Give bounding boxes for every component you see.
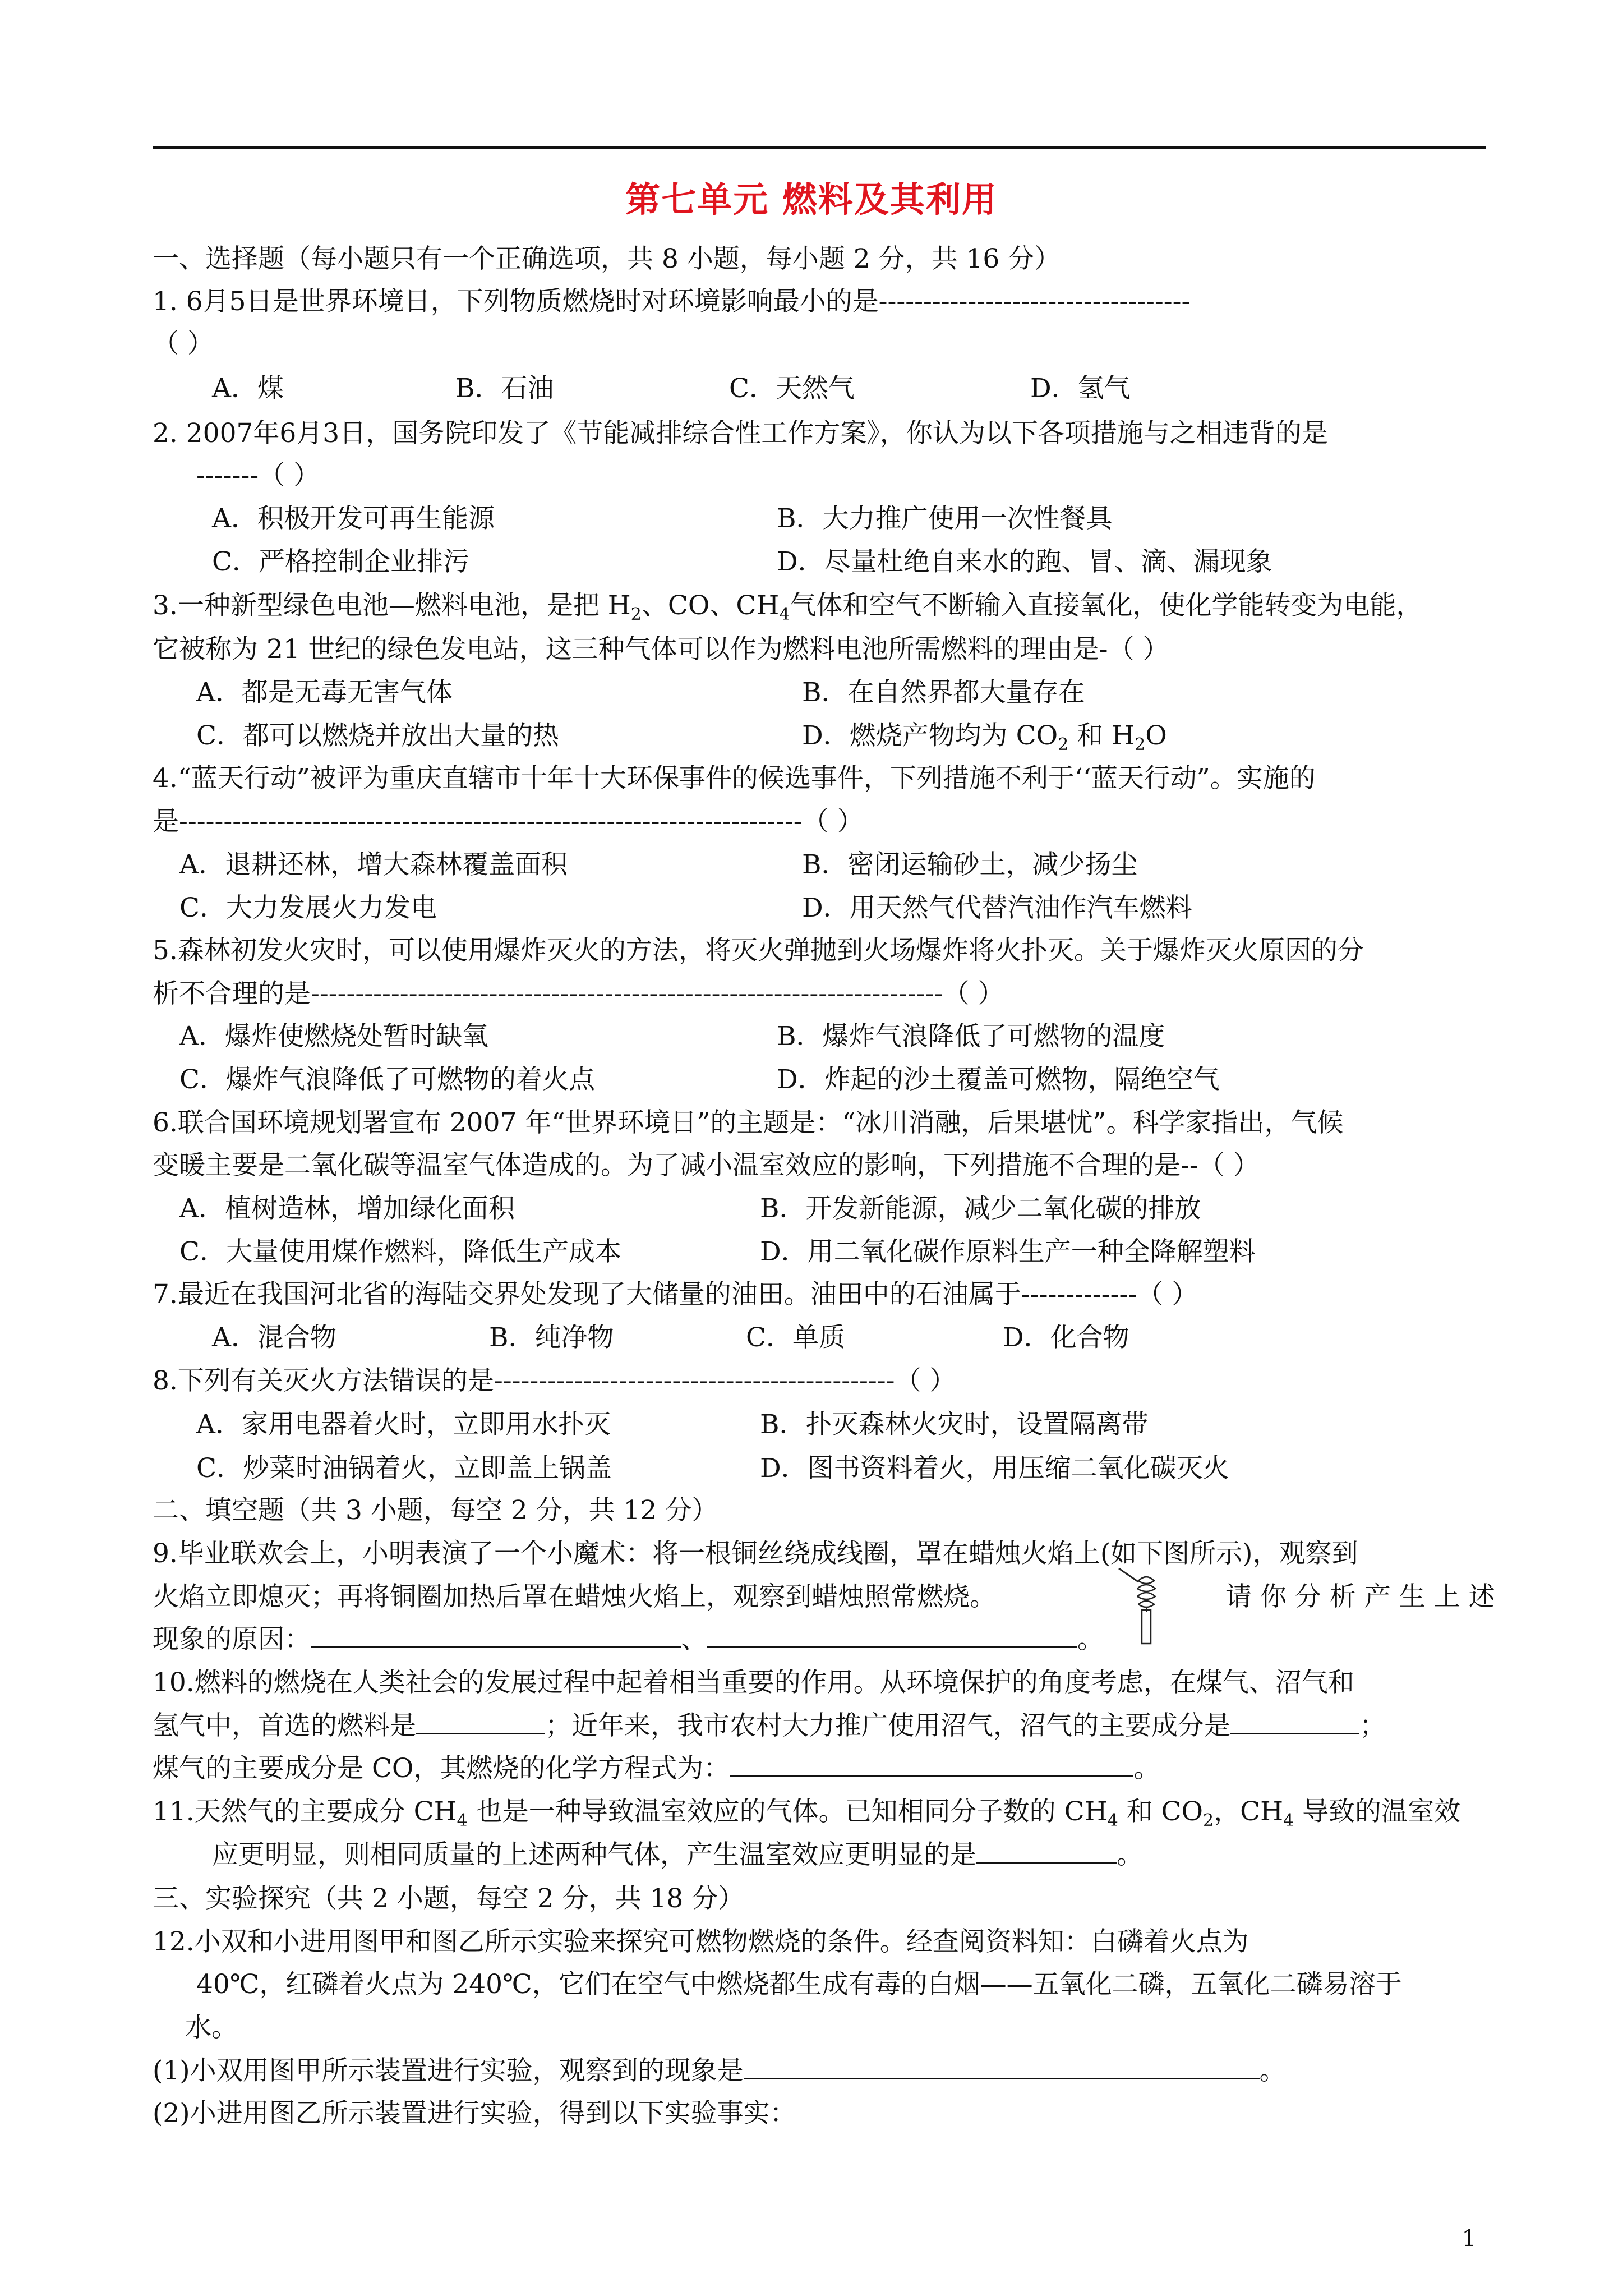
q5-option-b: B．爆炸气浪降低了可燃物的温度 (777, 1021, 1165, 1052)
q6-option-d: D．用二氧化碳作原料生产一种全降解塑料 (760, 1236, 1256, 1267)
copper-coil-candle-figure (1116, 1558, 1166, 1648)
section-heading-experiment: 三、实验探究（共 2 小题，每空 2 分，共 18 分） (153, 1883, 745, 1914)
q12-line1: 12.小双和小进用图甲和图乙所示实验来探究可燃物燃烧的条件。经查阅资料知：白磷着火点为 (153, 1926, 1249, 1957)
section-heading-choice: 一、选择题（每小题只有一个正确选项，共 8 小题，每小题 2 分，共 16 分） (153, 243, 1061, 274)
q6-stem: 6.联合国环境规划署宣布 2007 年“世界环境日”的主题是：“冰川消融，后果堪忧”。科学家指出，气候 (153, 1107, 1344, 1138)
q2-option-d: D．尽量杜绝自来水的跑、冒、滴、漏现象 (777, 546, 1272, 577)
q7-option-a: A．混合物 (212, 1322, 336, 1353)
q10-line1: 10.燃料的燃烧在人类社会的发展过程中起着相当重要的作用。从环境保护的角度考虑，在煤气、沼气和 (153, 1667, 1354, 1698)
q1-option-c: C．天然气 (729, 373, 855, 404)
q10-answer-blank-3[interactable] (730, 1753, 1133, 1777)
q5-option-c: C．爆炸气浪降低了可燃物的着火点 (179, 1064, 595, 1095)
q1-option-b: B．石油 (455, 373, 554, 404)
q9-line2a: 火焰立即熄灭；再将铜圈加热后罩在蜡烛火焰上，观察到蜡烛照常燃烧。 (153, 1581, 996, 1612)
q8-option-c: C．炒菜时油锅着火，立即盖上锅盖 (196, 1453, 612, 1484)
q10-line2: 氢气中，首选的燃料是 ；近年来，我市农村大力推广使用沼气，沼气的主要成分是 ； (153, 1710, 1386, 1741)
q5-stem-cont: 析不合理的是-----------------------------------------------------------------------（ ） (153, 978, 1004, 1009)
q2-option-a: A．积极开发可再生能源 (212, 503, 495, 534)
q12-part1: (1)小双用图甲所示装置进行实验，观察到的现象是 。 (153, 2055, 1286, 2086)
page-title: 第七单元 燃料及其利用 (625, 179, 998, 220)
q5-option-a: A．爆炸使燃烧处暂时缺氧 (179, 1021, 488, 1052)
page-number: 1 (1461, 2226, 1476, 2252)
q7-option-b: B．纯净物 (489, 1322, 614, 1353)
q3-stem-cont: 它被称为 21 世纪的绿色发电站，这三种气体可以作为燃料电池所需燃料的理由是-（ ） (153, 634, 1169, 665)
q12-line3: 水。 (185, 2012, 238, 2043)
q6-option-a: A．植树造林，增加绿化面积 (179, 1193, 515, 1224)
q10-answer-blank-1[interactable] (416, 1710, 545, 1734)
q11-answer-blank[interactable] (976, 1839, 1117, 1864)
q8-option-a: A．家用电器着火时，立即用水扑灭 (196, 1409, 611, 1440)
q7-stem: 7.最近在我国河北省的海陆交界处发现了大储量的油田。油田中的石油属于-------------（ ） (153, 1279, 1198, 1310)
header-rule (153, 146, 1486, 149)
q3-option-c: C．都可以燃烧并放出大量的热 (196, 720, 559, 751)
q3-option-a: A．都是无毒无害气体 (196, 677, 453, 708)
q3-option-d: D．燃烧产物均为 $CO_2$ 和 $H_2O$ (802, 720, 1167, 754)
q9-answer-blank-2[interactable] (707, 1624, 1077, 1648)
q6-option-b: B．开发新能源，减少二氧化碳的排放 (760, 1193, 1201, 1224)
q2-stem: 2. 2007年6月3日，国务院印发了《节能减排综合性工作方案》，你认为以下各项措施与之相违背的是 (153, 418, 1328, 449)
q7-option-d: D．化合物 (1003, 1322, 1129, 1353)
q4-stem-cont: 是----------------------------------------------------------------------（ ） (153, 806, 864, 837)
q5-option-d: D．炸起的沙土覆盖可燃物，隔绝空气 (777, 1064, 1220, 1095)
q1-option-d: D．氢气 (1030, 373, 1131, 404)
q4-option-b: B．密闭运输砂土，减少扬尘 (802, 849, 1138, 880)
q8-option-b: B．扑灭森林火灾时，设置隔离带 (760, 1409, 1149, 1440)
section-heading-fill: 二、填空题（共 3 小题，每空 2 分，共 12 分） (153, 1495, 718, 1526)
q10-line3: 煤气的主要成分是 CO，其燃烧的化学方程式为： 。 (153, 1753, 1160, 1784)
q9-line3: 现象的原因： 、 。 (153, 1624, 1104, 1655)
q12-part2: (2)小进用图乙所示装置进行实验，得到以下实验事实： (153, 2098, 796, 2129)
q9-line1: 9.毕业联欢会上，小明表演了一个小魔术：将一根铜丝绕成线圈，罩在蜡烛火焰上(如下图所示)，观察到 (153, 1538, 1358, 1569)
q10-answer-blank-2[interactable] (1230, 1710, 1359, 1734)
q6-option-c: C．大量使用煤作燃料，降低生产成本 (179, 1236, 621, 1267)
q3-stem: 3.一种新型绿色电池—燃料电池，是把 $H_2$、CO、$CH_4$气体和空气不断输入直接氧化，使化学能转变为电能， (153, 590, 1423, 624)
q9-answer-blank-1[interactable] (311, 1624, 681, 1648)
q11-line1: 11.天然气的主要成分 $CH_4$ 也是一种导致温室效应的气体。已知相同分子数的 $CH_4$ 和 $CO_2$，$CH_4$ 导致的温室效 (153, 1796, 1461, 1830)
q6-stem-cont: 变暖主要是二氧化碳等温室气体造成的。为了减小温室效应的影响，下列措施不合理的是--（ ） (153, 1150, 1260, 1181)
q4-option-d: D．用天然气代替汽油作汽车燃料 (802, 892, 1192, 923)
q2-stem-cont: -------（ ） (196, 460, 320, 491)
q4-stem: 4.“蓝天行动”被评为重庆直辖市十年十大环保事件的候选事件，下列措施不利于‘‘蓝天行动”。实施的 (153, 763, 1316, 794)
q3-option-b: B．在自然界都大量存在 (802, 677, 1085, 708)
q1-stem: 1. 6月5日是世界环境日，下列物质燃烧时对环境影响最小的是----------------------------------- (153, 286, 1191, 317)
q5-stem: 5.森林初发火灾时，可以使用爆炸灭火的方法，将灭火弹抛到火场爆炸将火扑灭。关于爆炸灭火原因的分 (153, 935, 1364, 966)
q12-answer-blank-1[interactable] (744, 2055, 1260, 2079)
q4-option-a: A．退耕还林，增大森林覆盖面积 (179, 849, 568, 880)
q1-option-a: A．煤 (212, 373, 284, 404)
q1-answer-paren: （ ） (153, 328, 214, 359)
q7-option-c: C．单质 (746, 1322, 845, 1353)
q9-line2b: 请 你 分 析 产 生 上 述 (1225, 1581, 1495, 1612)
q8-stem: 8.下列有关灭火方法错误的是---------------------------------------------（ ） (153, 1365, 956, 1396)
q8-option-d: D．图书资料着火，用压缩二氧化碳灭火 (760, 1453, 1229, 1484)
q12-line2: 40℃，红磷着火点为 240℃，它们在空气中燃烧都生成有毒的白烟——五氧化二磷，五氧化二磷易溶于 (196, 1969, 1402, 2000)
q4-option-c: C．大力发展火力发电 (179, 892, 437, 923)
q11-line2: 应更明显，则相同质量的上述两种气体，产生温室效应更明显的是 。 (212, 1839, 1143, 1870)
q2-option-b: B．大力推广使用一次性餐具 (777, 503, 1113, 534)
q2-option-c: C．严格控制企业排污 (212, 546, 469, 577)
